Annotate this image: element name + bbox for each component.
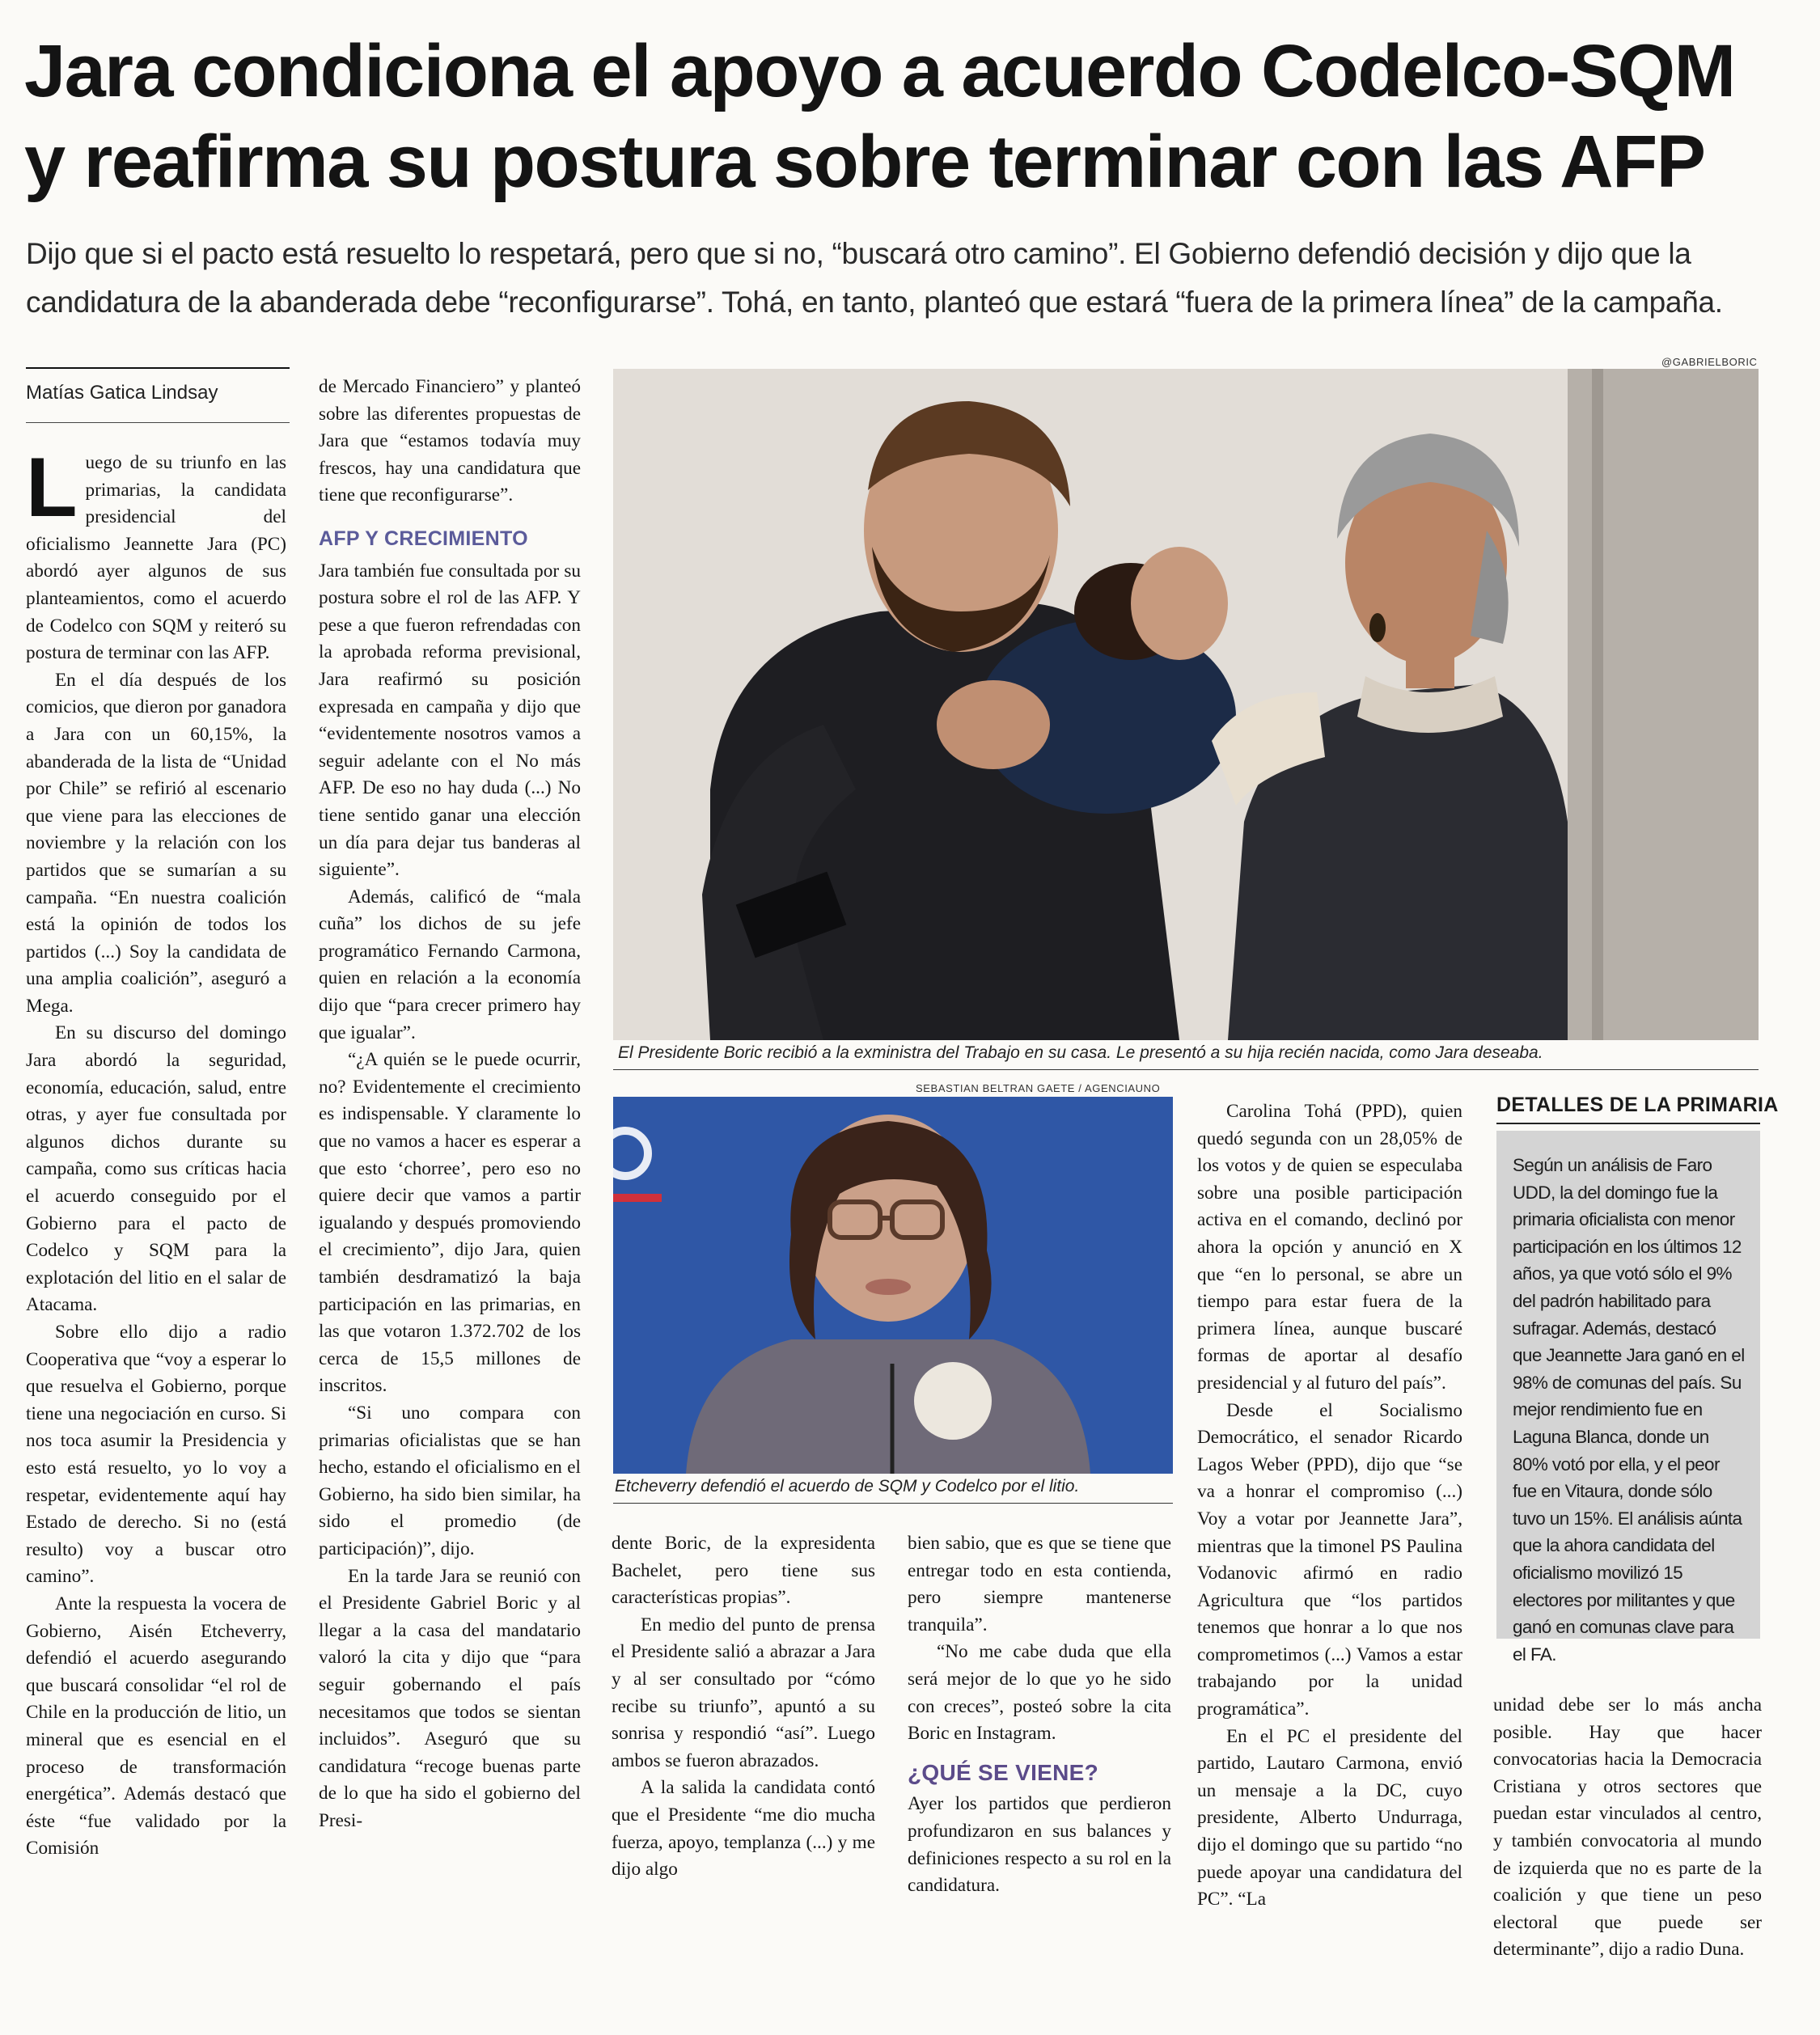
caption-rule-1 [613,1069,1759,1070]
article-column-1 [26,441,286,1863]
sidebox-text: Según un análisis de Faro UDD, la del domingo fue la primaria oficialista con menor participación en los últimos 12 años, ya que votó sólo el 9% del padrón habilitado para sufragar. Además, destacó que Jeannette Jara ganó en el 98% de comunas del país. Su mejor rendimiento fue en Laguna Blanca, donde un 80% votó por ella, y el peor fue en Vitaura, donde sólo tuvo un 15%. El análisis aúnta que la ahora candidata del oficialismo movilizó 15 electores por militantes y que ganó en comunas clave para el FA. [1513,1155,1745,1665]
section-subhead-que-se-viene: ¿QUÉ SE VIENE? [908,1759,1099,1785]
sidebox-title: DETALLES DE LA PRIMARIA [1496,1094,1779,1116]
paragraph: “No me cabe duda que ella será mejor de lo que yo he sido con creces”, posteó sobre la cita Boric en Instagram. [908,1641,1171,1745]
paragraph: En el día después de los comicios, que dieron por ganadora a Jara con un 60,15%, la abanderada de la lista de “Unidad por Chile” se refirió al escenario que viene para las elecciones de noviembre y la relación con los partidos que se sumarían a su campaña. “En nuestra coalición está la opinión de todos los partidos (...) Soy la candidata de una amplia coalición”, aseguró a Mega. [26,669,286,1017]
byline: Matías Gatica Lindsay [26,382,218,404]
paragraph: “Si uno compara con primarias oficialistas que se han hecho, estando el oficialismo en el Gobierno, ha sido bien similar, ha sido el promedio (de participación)”, dijo. [319,1402,581,1559]
photo-caption-1: El Presidente Boric recibió a la exministra del Trabajo en su casa. Le presentó a su hija recién nacida, como Jara deseaba. [618,1043,1543,1062]
photo-boric-jara-illustration [613,369,1759,1040]
paragraph: En su discurso del domingo Jara abordó la seguridad, economía, educación, salud, entre otras, y ayer fue consultada por algunos dichos durante su campaña, como sus críticas hacia el acuerdo conseguido por el Gobierno para el pacto de Codelco y SQM para la explotación del litio en el salar de Atacama. [26,1022,286,1316]
headline [24,26,1796,207]
caption-rule-2 [613,1503,1173,1504]
paragraph: Desde el Socialismo Democrático, el senador Ricardo Lagos Weber (PPD), dijo que “se va a honrar el compromiso (...) Voy a votar por Jeannette Jara”, mientras que la timonel PS Paulina Vodanovic afirmó en radio Agricultura que “los partidos tenemos que honrar a lo que nos comprometimos (...) Vamos a estar trabajando por la unidad programática”. [1197,1399,1462,1720]
photo-caption-2: Etcheverry defendió el acuerdo de SQM y Codelco por el litio. [615,1477,1080,1496]
paragraph: Además, calificó de “mala cuña” los dichos de su jefe programático Fernando Carmona, quien en relación a la economía dijo que “para crecer primero hay que igualar”. [319,886,581,1043]
paragraph: Carolina Tohá (PPD), quien quedó segunda con un 28,05% de los votos y de quien se especulaba sobre una posible participación activa en el comando, declinó por ahora la opción y anunció en X que “en lo personal, se abre un tiempo para estar fuera de la primera línea, aunque buscaré formas de aportar al desafío presidencial y al futuro del país”. [1197,1101,1462,1394]
paragraph: En medio del punto de prensa el Presidente salió a abrazar a Jara y al ser consultado por “cómo recibe su triunfo”, apuntó a su sonrisa y respondió “así”. Luego ambos se fueron abrazados. [612,1614,875,1771]
paragraph: de Mercado Financiero” y planteó sobre las diferentes propuestas de Jara que “estamos todavía muy frescos, hay una candidatura que tiene que reconfigurarse”. [319,376,581,506]
paragraph: dente Boric, de la expresidenta Bachelet, pero tiene sus características propias”. [612,1533,875,1609]
paragraph: En la tarde Jara se reunió con el Presidente Gabriel Boric y al llegar a la casa del mandatario valoró la cita y dijo que “para seguir gobernando el país necesitamos que todos se sientan incluidos”. Aseguró que su candidatura “recoge buenas parte de lo que ha sido el gobierno del Presi- [319,1565,581,1831]
article-column-6 [1493,1692,1762,1964]
photo-etcheverry [613,1097,1173,1474]
paragraph: Ante la respuesta la vocera de Gobierno, Aisén Etcheverry, defendió el acuerdo asegurando que buscará consolidar “el rol de Chile en la producción de litio, un mineral que es esencial en el proceso de transformación energética”. Además destacó que éste “fue validado por la Comisión [26,1593,286,1859]
article-column-5 [1197,1098,1462,1914]
paragraph: bien sabio, que es que se tiene que entregar todo en esta contienda, pero siempre mantenerse tranquila”. [908,1533,1171,1635]
headline-line-1: Jara condiciona el apoyo a acuerdo Codelco-SQM [24,30,1735,112]
photo-credit-1: @GABRIELBORIC [1661,356,1758,368]
paragraph: Luego de su triunfo en las primarias, la candidata presidencial del oficialismo Jeannette Jara (PC) abordó ayer algunos de sus planteamientos, como el acuerdo de Codelco con SQM y reiteró su postura de terminar con las AFP. [26,441,286,664]
article-column-4 [908,1530,1171,1900]
section-subhead-afp: AFP Y CRECIMIENTO [319,527,528,550]
photo-etcheverry-illustration [613,1097,1173,1474]
byline-rule-bottom [26,422,290,423]
byline-rule-top [26,367,290,369]
paragraph: unidad debe ser lo más ancha posible. Hay que hacer convocatorias hacia la Democracia Cristiana y otros sectores que puedan estar vinculados al centro, y también convocatoria al mundo de izquierda que no es parte de la coalición y que tiene un peso electoral que puede ser determinante”, dijo a radio Duna. [1493,1694,1762,1961]
article-column-3 [612,1530,875,1884]
photo-credit-2: SEBASTIAN BELTRAN GAETE / AGENCIAUNO [916,1082,1161,1094]
sidebox-title-rule [1496,1123,1760,1124]
photo-boric-jara [613,369,1759,1040]
article-column-2 [319,374,581,1834]
paragraph: A la salida la candidata contó que el Presidente “me dio mucha fuerza, apoyo, templanza (...) y me dijo algo [612,1777,875,1881]
paragraph: En el PC el presidente del partido, Lautaro Carmona, envió un mensaje a la DC, cuyo presidente, Alberto Undurraga, dijo el domingo que su partido “no puede apoyar una candidatura del PC”. “La [1197,1725,1462,1910]
paragraph: Jara también fue consultada por su postura sobre el rol de las AFP. Y pese a que fueron refrendadas con la aprobada reforma previsional, Jara reafirmó su posición expresada en campaña y dijo que “evidentemente nosotros vamos a seguir adelante con el No más AFP. De eso no hay duda (...) No tiene sentido ganar una elección un día para dejar tus banderas al siguiente”. [319,560,581,881]
drop-cap: L [26,441,78,535]
paragraph: Sobre ello dijo a radio Cooperativa que “voy a esperar lo que resuelva el Gobierno, porque tiene una negociación en curso. Si nos toca asumir la Presidencia y esto está resuelto, yo lo voy a respetar, evidentemente aquí hay Estado de derecho. Si no (está resulto) voy a buscar otro camino”. [26,1322,286,1588]
headline-line-2: y reafirma su postura sobre terminar con las AFP [24,121,1705,203]
deck: Dijo que si el pacto está resuelto lo respetará, pero que si no, “buscará otro camino”. El Gobierno defendió decisión y dijo que la candidatura de la abanderada debe “reconfigurarse”. Tohá, en tanto, planteó que estará “fuera de la primera línea” de la campaña. [26,237,1723,319]
paragraph: “¿A quién se le puede ocurrir, no? Evidentemente el crecimiento es indispensable. Y claramente lo que no vamos a hacer es esperar a que esto ‘chorree’, pero eso no quiere decir que vamos a partir igualando y después promoviendo el crecimiento”, dijo Jara, quien también desdramatizó la baja participación en las primarias, en las que votaron 1.372.702 de los cerca de 15,5 millones de inscritos. [319,1049,581,1397]
paragraph: Ayer los partidos que perdieron profundizaron en sus balances y definiciones respecto a su rol en la candidatura. [908,1793,1171,1897]
